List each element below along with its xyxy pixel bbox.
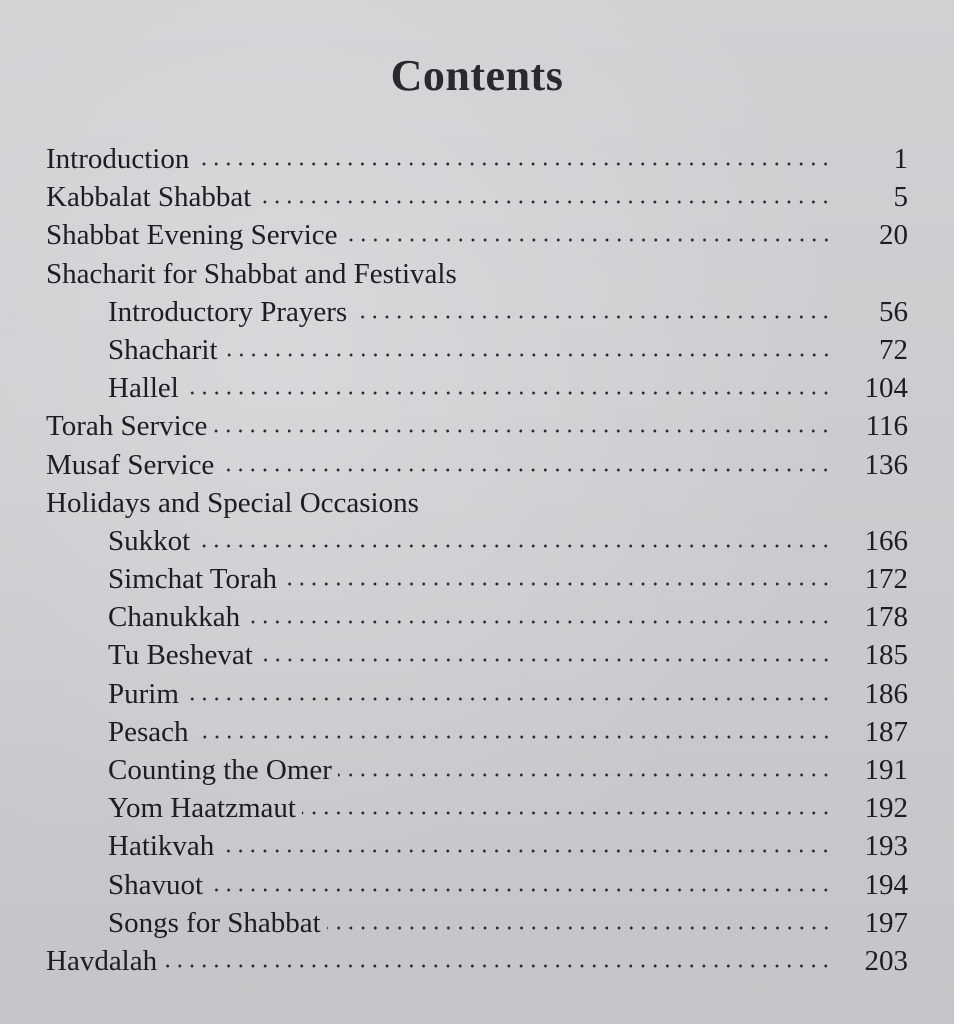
- toc-subentry: [46, 560, 908, 598]
- toc-page-number: 197: [864, 906, 908, 939]
- toc-page-number: 192: [864, 792, 908, 825]
- toc-entry: [46, 484, 908, 522]
- toc-subentry: [46, 904, 908, 942]
- toc-entry-label: Havdalah: [46, 944, 158, 977]
- toc-page-number: 186: [864, 677, 908, 710]
- dot-leader: [338, 772, 832, 778]
- toc-entry: [46, 446, 908, 484]
- dot-leader: [259, 657, 832, 663]
- toc-subentry: [46, 751, 908, 789]
- toc-page-number: 185: [864, 639, 908, 672]
- dot-leader: [213, 428, 832, 434]
- toc-entry-label: Introduction: [46, 143, 190, 175]
- toc-entry-label: Holidays and Special Occasions: [46, 486, 419, 519]
- toc-entry-label: Hallel: [108, 372, 179, 405]
- toc-subentry: [46, 713, 908, 751]
- dot-leader: [353, 314, 832, 320]
- toc-page-number: 194: [864, 868, 908, 901]
- dot-leader: [344, 237, 832, 243]
- dot-leader: [257, 199, 832, 205]
- dot-leader: [196, 543, 832, 549]
- toc-subentry: [46, 675, 908, 713]
- toc-subentry: [46, 331, 908, 369]
- toc-page-number: 1: [893, 143, 908, 175]
- toc-subentry: [46, 789, 908, 827]
- toc-entry-label: Purim: [108, 677, 179, 710]
- page-title: Contents: [390, 51, 564, 100]
- toc-subentry: [46, 293, 908, 331]
- toc-entry-label: Tu Beshevat: [108, 639, 253, 672]
- dot-leader: [327, 925, 832, 931]
- toc-subentry: [46, 369, 908, 407]
- toc-entry: [46, 178, 908, 216]
- toc-entry-label: Chanukkah: [108, 601, 241, 634]
- toc-entry-label: Counting the Omer: [108, 754, 332, 786]
- dot-leader: [224, 352, 832, 358]
- toc-entry-label: Hatikvah: [108, 830, 215, 863]
- toc-page-number: 191: [864, 754, 908, 786]
- toc-entry-label: Yom Haatzmaut: [108, 792, 296, 825]
- toc-subentry: [46, 866, 908, 904]
- dot-leader: [163, 963, 832, 969]
- toc-page-number: 5: [893, 181, 908, 214]
- toc-page-number: 116: [865, 410, 908, 443]
- toc-entry-label: Torah Service: [46, 410, 208, 443]
- dot-leader: [209, 887, 832, 893]
- toc-page-number: 172: [864, 563, 908, 596]
- toc-entry: [46, 255, 908, 293]
- toc-entry-label: Shacharit for Shabbat and Festivals: [46, 257, 457, 290]
- toc-page-number: 104: [864, 372, 908, 405]
- toc-entry-label: Songs for Shabbat: [108, 906, 321, 939]
- toc-page-number: 72: [879, 333, 908, 366]
- toc-subentry: [46, 522, 908, 560]
- toc-entry-label: Shacharit: [108, 333, 218, 366]
- dot-leader: [283, 581, 832, 587]
- dot-leader: [195, 161, 832, 167]
- dot-leader: [185, 390, 832, 396]
- toc-entry: [46, 942, 908, 980]
- toc-entry: [46, 216, 908, 254]
- dot-leader: [195, 734, 832, 740]
- toc-entry: [46, 140, 908, 178]
- toc-subentry: [46, 636, 908, 674]
- toc-entry-label: Introductory Prayers: [108, 295, 348, 328]
- toc-entry-label: Kabbalat Shabbat: [46, 181, 252, 214]
- toc-subentry: [46, 827, 908, 865]
- toc-page-number: 187: [864, 715, 908, 748]
- toc-page-number: 193: [864, 830, 908, 863]
- toc-page-number: 136: [864, 448, 908, 481]
- dot-leader: [220, 848, 832, 854]
- toc-entry-label: Sukkot: [108, 524, 191, 557]
- toc-page-number: 166: [864, 524, 908, 557]
- toc-entry-label: Pesach: [108, 715, 189, 748]
- toc-page-number: 56: [879, 295, 908, 328]
- toc-subentry: [46, 598, 908, 636]
- toc-entry-label: Simchat Torah: [108, 563, 277, 596]
- dot-leader: [220, 467, 832, 473]
- dot-leader: [185, 696, 832, 702]
- toc-entry: [46, 407, 908, 445]
- toc-page-number: 20: [879, 219, 908, 252]
- dot-leader: [246, 619, 832, 625]
- dot-leader: [302, 810, 832, 816]
- toc-entry-label: Shabbat Evening Service: [46, 219, 338, 252]
- toc-page-number: 203: [864, 944, 908, 977]
- toc-page-number: 178: [864, 601, 908, 634]
- toc-entry-label: Shavuot: [108, 868, 204, 901]
- table-of-contents: [46, 140, 908, 980]
- toc-entry-label: Musaf Service: [46, 448, 215, 481]
